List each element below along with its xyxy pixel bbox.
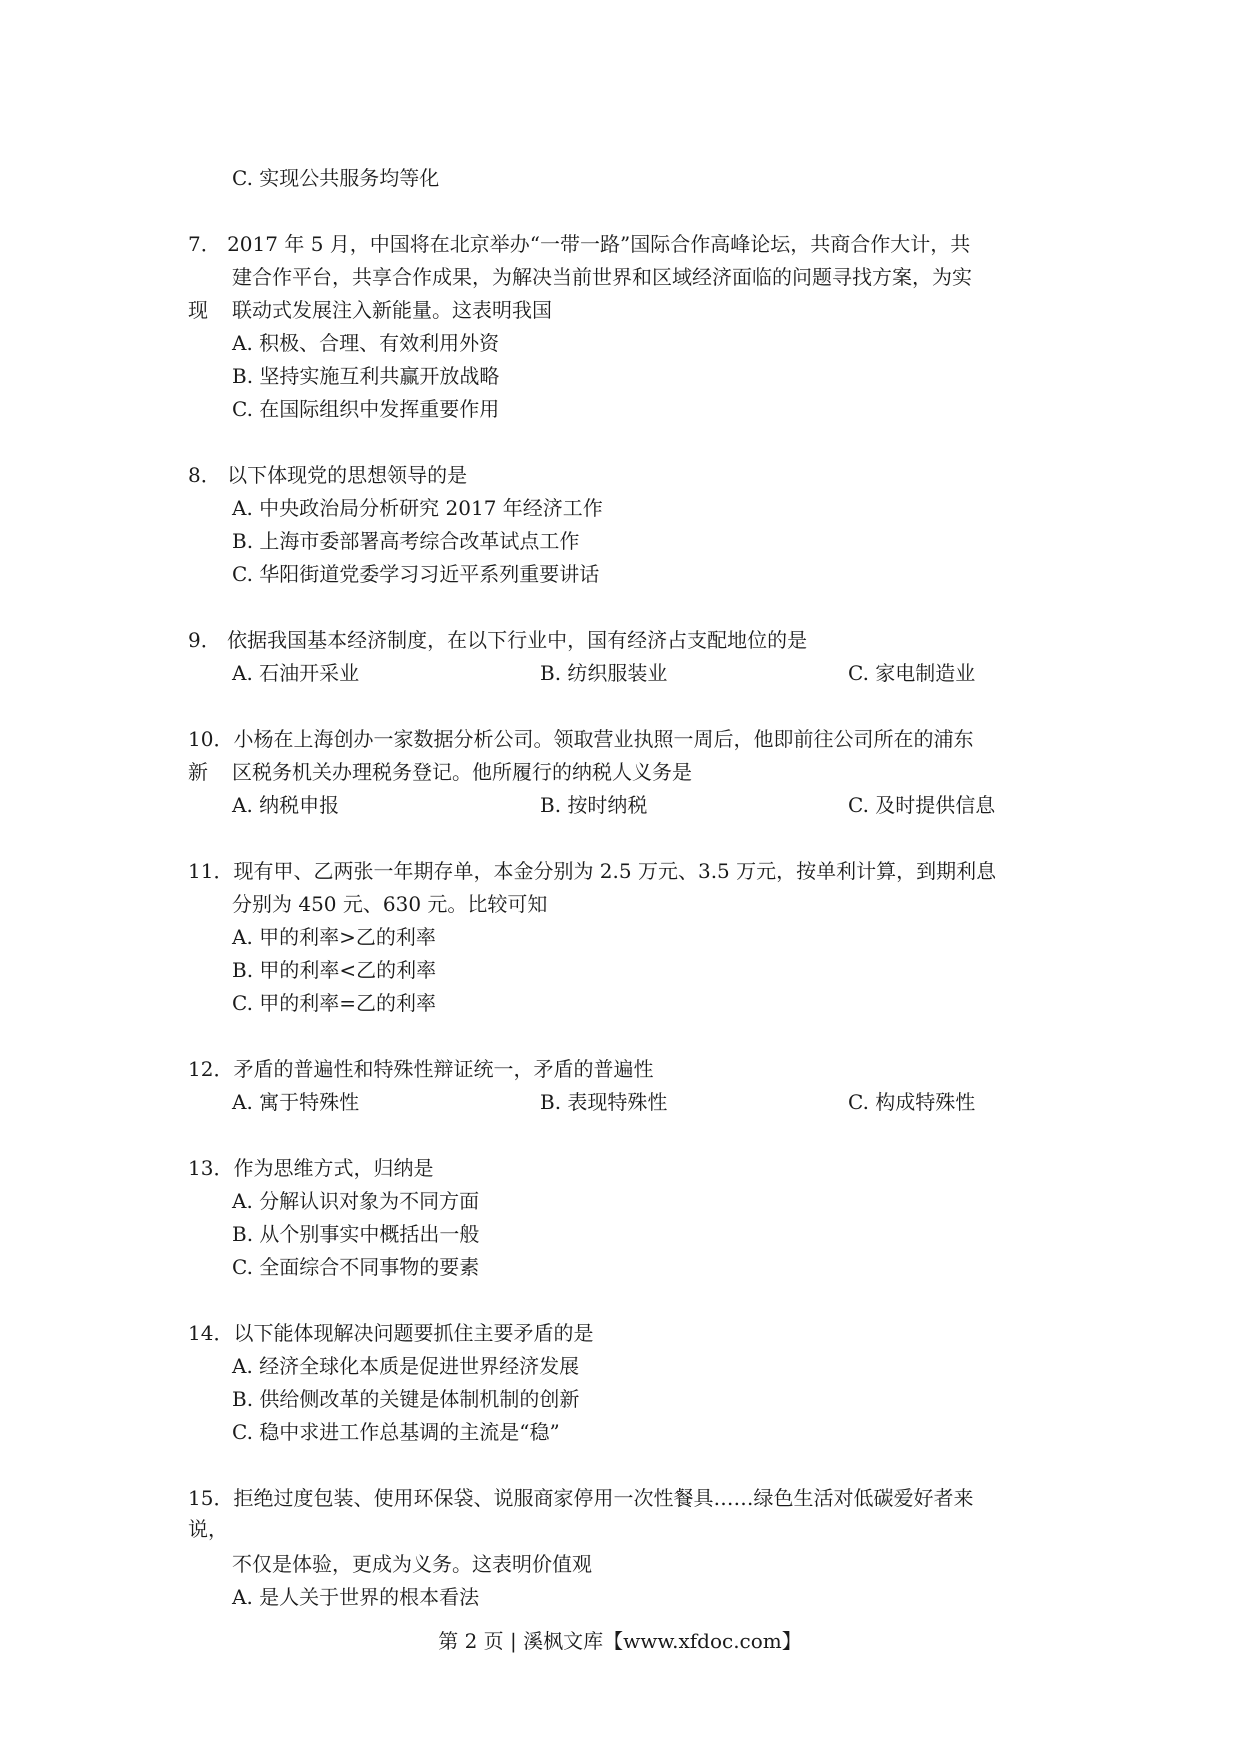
q13-option-b: B. 从个别事实中概括出一般 xyxy=(232,1222,480,1246)
q7-stem-line1: 7． 2017 年 5 月，中国将在北京举办“一带一路”国际合作高峰论坛，共商合作大计，共 xyxy=(188,232,971,256)
q11-option-a: A. 甲的利率>乙的利率 xyxy=(232,925,436,949)
q13-stem: 13．作为思维方式，归纳是 xyxy=(188,1156,434,1180)
q11-stem-line1: 11．现有甲、乙两张一年期存单，本金分别为 2.5 万元、3.5 万元，按单利计算，到期利息 xyxy=(188,859,997,883)
q12-option-a: A. 寓于特殊性 xyxy=(232,1090,360,1114)
q9-option-c: C. 家电制造业 xyxy=(848,661,976,685)
q10-option-c: C. 及时提供信息 xyxy=(848,793,996,817)
q12-stem: 12．矛盾的普遍性和特殊性辩证统一，矛盾的普遍性 xyxy=(188,1057,654,1081)
q10-stem-line1: 10．小杨在上海创办一家数据分析公司。领取营业执照一周后，他即前往公司所在的浦东 xyxy=(188,727,974,751)
q9-stem: 9． 依据我国基本经济制度，在以下行业中，国有经济占支配地位的是 xyxy=(188,628,808,652)
q9-option-a: A. 石油开采业 xyxy=(232,661,360,685)
q14-option-b: B. 供给侧改革的关键是体制机制的创新 xyxy=(232,1387,580,1411)
page-footer: 第 2 页 | 溪枫文库【www.xfdoc.com】 xyxy=(438,1629,802,1653)
q10-option-a: A. 纳税申报 xyxy=(232,793,340,817)
q7-stem-wrap-char: 现 xyxy=(188,298,208,322)
q10-option-b: B. 按时纳税 xyxy=(540,793,648,817)
q11-option-b: B. 甲的利率<乙的利率 xyxy=(232,958,437,982)
q15-option-a: A. 是人关于世界的根本看法 xyxy=(232,1585,480,1609)
q8-option-a: A. 中央政治局分析研究 2017 年经济工作 xyxy=(232,496,603,520)
q8-option-c: C. 华阳街道党委学习习近平系列重要讲话 xyxy=(232,562,600,586)
q13-option-a: A. 分解认识对象为不同方面 xyxy=(232,1189,480,1213)
q8-option-b: B. 上海市委部署高考综合改革试点工作 xyxy=(232,529,580,553)
q11-option-c: C. 甲的利率=乙的利率 xyxy=(232,991,437,1015)
q14-option-a: A. 经济全球化本质是促进世界经济发展 xyxy=(232,1354,580,1378)
q12-option-c: C. 构成特殊性 xyxy=(848,1090,976,1114)
q15-stem-line3: 不仅是体验，更成为义务。这表明价值观 xyxy=(232,1552,592,1576)
q7-stem-line2: 建合作平台，共享合作成果，为解决当前世界和区域经济面临的问题寻找方案，为实 xyxy=(232,265,972,289)
q13-option-c: C. 全面综合不同事物的要素 xyxy=(232,1255,480,1279)
q6-option-c: C. 实现公共服务均等化 xyxy=(232,166,440,190)
q7-option-c: C. 在国际组织中发挥重要作用 xyxy=(232,397,500,421)
q10-stem-wrap-char: 新 xyxy=(188,760,208,784)
q15-stem-line2: 说， xyxy=(188,1517,228,1541)
q10-stem-line2: 区税务机关办理税务登记。他所履行的纳税人义务是 xyxy=(232,760,692,784)
q7-option-b: B. 坚持实施互利共赢开放战略 xyxy=(232,364,500,388)
q7-stem-line3: 联动式发展注入新能量。这表明我国 xyxy=(232,298,552,322)
q14-stem: 14．以下能体现解决问题要抓住主要矛盾的是 xyxy=(188,1321,594,1345)
q7-option-a: A. 积极、合理、有效利用外资 xyxy=(232,331,500,355)
q9-option-b: B. 纺织服装业 xyxy=(540,661,668,685)
q11-stem-line2: 分别为 450 元、630 元。比较可知 xyxy=(232,892,548,916)
q15-stem-line1: 15．拒绝过度包装、使用环保袋、说服商家停用一次性餐具……绿色生活对低碳爱好者来 xyxy=(188,1486,974,1510)
q12-option-b: B. 表现特殊性 xyxy=(540,1090,668,1114)
q14-option-c: C. 稳中求进工作总基调的主流是“稳” xyxy=(232,1420,560,1444)
q8-stem: 8． 以下体现党的思想领导的是 xyxy=(188,463,468,487)
